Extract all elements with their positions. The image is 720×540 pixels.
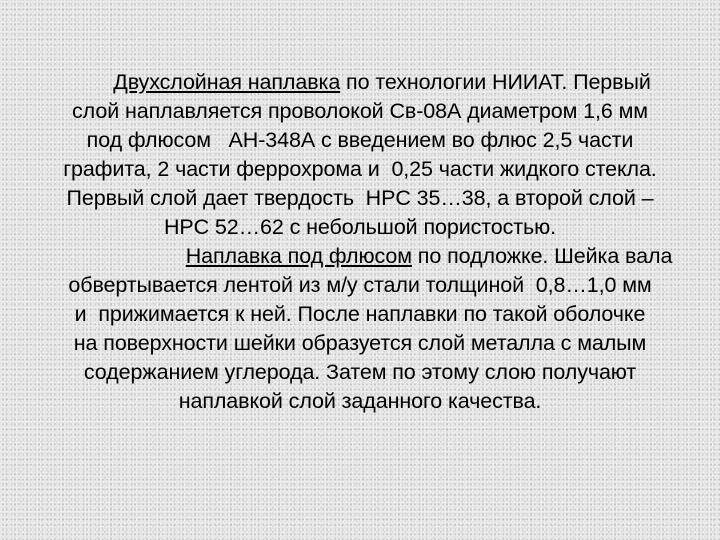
paragraph1-line4: графита, 2 части феррохрома и 0,25 части жидкого стекла. — [63, 157, 657, 181]
paragraph1-line3: под флюсом АН-348А с введением во флюс 2,5 части — [86, 128, 634, 152]
paragraph2-line2: обвертывается лентой из м/у стали толщиной 0,8…1,0 мм — [68, 273, 652, 297]
paragraph-two-layer-surfacing — [0, 68, 720, 242]
term-submerged-arc-surfacing: Наплавка под флюсом — [185, 244, 412, 268]
paragraph1-line5: Первый слой дает твердость HPC 35…38, а второй слой – — [66, 186, 654, 210]
paragraph2-line5: содержанием углерода. Затем по этому слою получают — [83, 360, 637, 384]
term-two-layer-surfacing: Двухслойная наплавка — [113, 70, 341, 94]
paragraph2-line6: наплавкой слой заданного качества. — [178, 389, 542, 413]
paragraph1-line6: HPC 52…62 с небольшой пористостью. — [163, 215, 557, 239]
paragraph1-line2: слой наплавляется проволокой Св-08А диаметром 1,6 мм — [72, 99, 648, 123]
paragraph-submerged-arc-surfacing — [0, 242, 720, 416]
paragraph1-line1-text: по технологии НИИАТ. Первый — [340, 70, 651, 94]
paragraph2-line1 — [0, 242, 720, 271]
slide-body — [0, 68, 720, 416]
paragraph2-line3: и прижимается к ней. После наплавки по такой оболочке — [74, 302, 646, 326]
paragraph2-line4: на поверхности шейки образуется слой металла с малым — [73, 331, 647, 355]
paragraph2-line1-text: по подложке. Шейка вала — [411, 244, 673, 268]
paragraph1-line1 — [0, 68, 720, 97]
